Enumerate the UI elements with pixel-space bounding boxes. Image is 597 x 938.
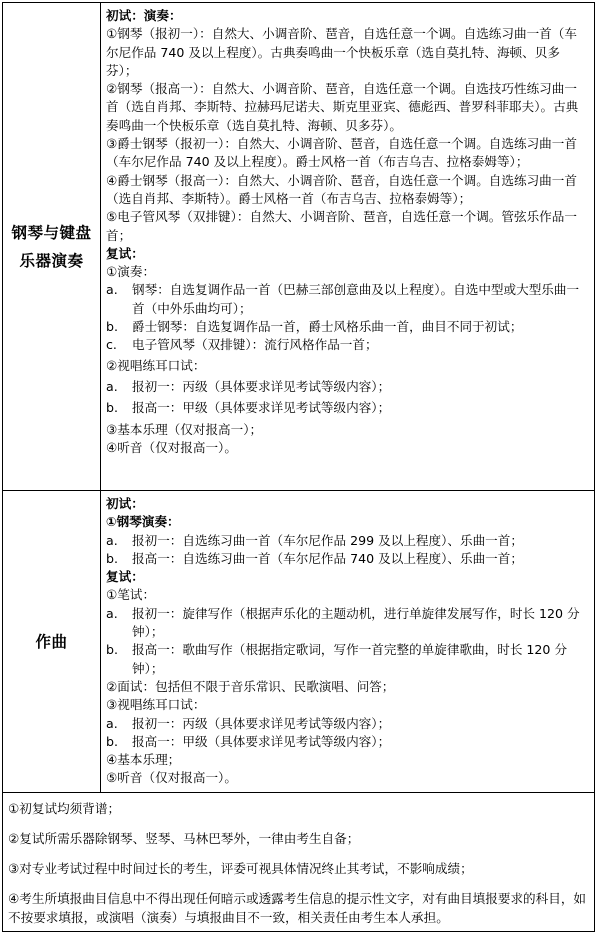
composition-content [101,491,595,793]
item-text: 报初一：丙级（具体要求详见考试等级内容）； [132,378,391,394]
subject-cell-composition [3,491,101,793]
composition-written-item [106,605,588,642]
composition-written-item [106,641,588,678]
note-item: ③对专业考试过程中时间过长的考生，评委可视具体情况终止其考试，不影响成绩； [8,861,473,876]
subject-composition: 作曲 [35,632,68,651]
composition-retest-interview: ②面试：包括但不限于音乐常识、民歌演唱、问答； [106,678,395,694]
piano-content [101,3,595,491]
item-marker: b. [106,642,118,658]
composition-retest-listen: ⑤听音（仅对报高一）。 [106,770,237,786]
piano-initial-item: ④爵士钢琴（报高一）：自然大、小调音阶、琶音，自选任意一个调。自选练习曲一首（选自肖邦、李斯特）。爵士风格一首（布吉乌吉、拉格泰姆等）； [106,172,577,206]
item-marker: b. [106,400,118,416]
composition-retest-sight: ③视唱练耳口试： [106,697,206,713]
notes-row [3,793,595,932]
item-text: 钢琴：自选复调作品一首（巴赫三部创意曲及以上程度）。自选中型或大型乐曲一首（中外乐曲均可）； [132,282,580,316]
item-marker: a. [106,378,118,394]
composition-retest-theory: ④基本乐理； [106,752,181,768]
piano-sight-item [106,399,588,417]
piano-retest-listen: ④听音（仅对报高一）。 [106,439,237,455]
item-marker: b. [106,319,118,335]
piano-retest-sight: ②视唱练耳口试： [106,357,206,373]
item-marker: a. [106,532,118,548]
piano-initial-item: ③爵士钢琴（报初一）：自然大、小调音阶、琶音，自选任意一个调。自选练习曲一首（车尔尼作品 740 及以上程度）。爵士风格一首（布吉乌吉、拉格泰姆等）； [106,136,577,170]
piano-perform-item [106,318,588,336]
subject-piano-line2: 乐器演奏 [19,251,84,270]
item-text: 报高一：甲级（具体要求详见考试等级内容）； [132,733,391,749]
item-marker: b. [106,550,118,566]
piano-initial-item: ⑤电子管风琴（双排键）：自然大、小调音阶、琶音，自选任意一个调。管弦乐作品一首； [106,209,577,243]
note-item: ②复试所需乐器除钢琴、竖琴、马林巴琴外，一律由考生自备； [8,831,360,846]
piano-row [3,3,595,491]
item-marker: a. [106,605,118,621]
item-marker: a. [106,282,118,298]
note-item: ④考生所填报曲目信息中不得出现任何暗示或透露考生信息的提示性文字，对有曲目填报要求的科目，如不按要求填报，或演唱（演奏）与填报曲目不一致，相关责任由考生本人承担。 [8,891,587,925]
item-text: 电子管风琴（双排键）：流行风格作品一首； [132,337,378,353]
piano-retest-perform: ①演奏： [106,264,156,280]
item-text: 爵士钢琴：自选复调作品一首，爵士风格乐曲一首，曲目不同于初试； [132,319,523,335]
composition-initial-title: 初试： [106,496,144,511]
piano-retest-title: 复试： [106,245,144,261]
item-text: 报高一：自选练习曲一首（车尔尼作品 740 及以上程度）、乐曲一首； [132,550,523,566]
piano-retest-theory: ③基本乐理（仅对报高一）； [106,421,263,437]
exam-requirements-table [2,2,595,932]
subject-piano-line1: 钢琴与键盘 [11,223,92,242]
composition-row [3,491,595,793]
item-text: 报高一：歌曲写作（根据指定歌词，写作一首完整的单旋律歌曲，时长 120 分钟）； [132,642,568,676]
piano-initial-item: ①钢琴（报初一）：自然大、小调音阶、琶音，自选任意一个调。自选练习曲一首（车尔尼作品 740 及以上程度）。古典奏鸣曲一个快板乐章（选自莫扎特、海顿、贝多芬）； [106,26,577,78]
exam-requirements-document [2,2,594,935]
subject-cell-piano [3,3,101,491]
item-marker: b. [106,733,118,749]
piano-perform-item [106,336,588,354]
note-item: ①初复试均须背谱； [8,801,121,816]
composition-sight-item [106,733,588,751]
piano-initial-title: 初试：演奏： [106,8,182,23]
item-marker: c. [106,337,117,353]
composition-retest-title: 复试： [106,569,144,585]
piano-initial-item: ②钢琴（报高一）：自然大、小调音阶、琶音，自选任意一个调。自选技巧性练习曲一首（选自肖邦、李斯特、拉赫玛尼诺夫、斯克里亚宾、德彪西、普罗科菲耶夫）。古典奏鸣曲一个快板乐章（选自莫扎特、海顿、贝多芬）。 [106,81,579,133]
composition-initial-item [106,532,588,550]
composition-retest-written: ①笔试： [106,587,156,603]
composition-initial-item [106,550,588,568]
composition-sight-item [106,715,588,733]
item-marker: a. [106,715,118,731]
item-text: 报初一：旋律写作（根据声乐化的主题动机，进行单旋律发展写作，时长 120 分钟）； [132,605,580,640]
piano-sight-item [106,378,588,396]
composition-initial-piano: ①钢琴演奏： [106,514,180,530]
piano-perform-item [106,281,588,318]
item-text: 报初一：自选练习曲一首（车尔尼作品 299 及以上程度）、乐曲一首； [132,532,523,548]
item-text: 报初一：丙级（具体要求详见考试等级内容）； [132,715,391,731]
notes-cell [3,793,595,932]
item-text: 报高一：甲级（具体要求详见考试等级内容）； [132,400,391,416]
